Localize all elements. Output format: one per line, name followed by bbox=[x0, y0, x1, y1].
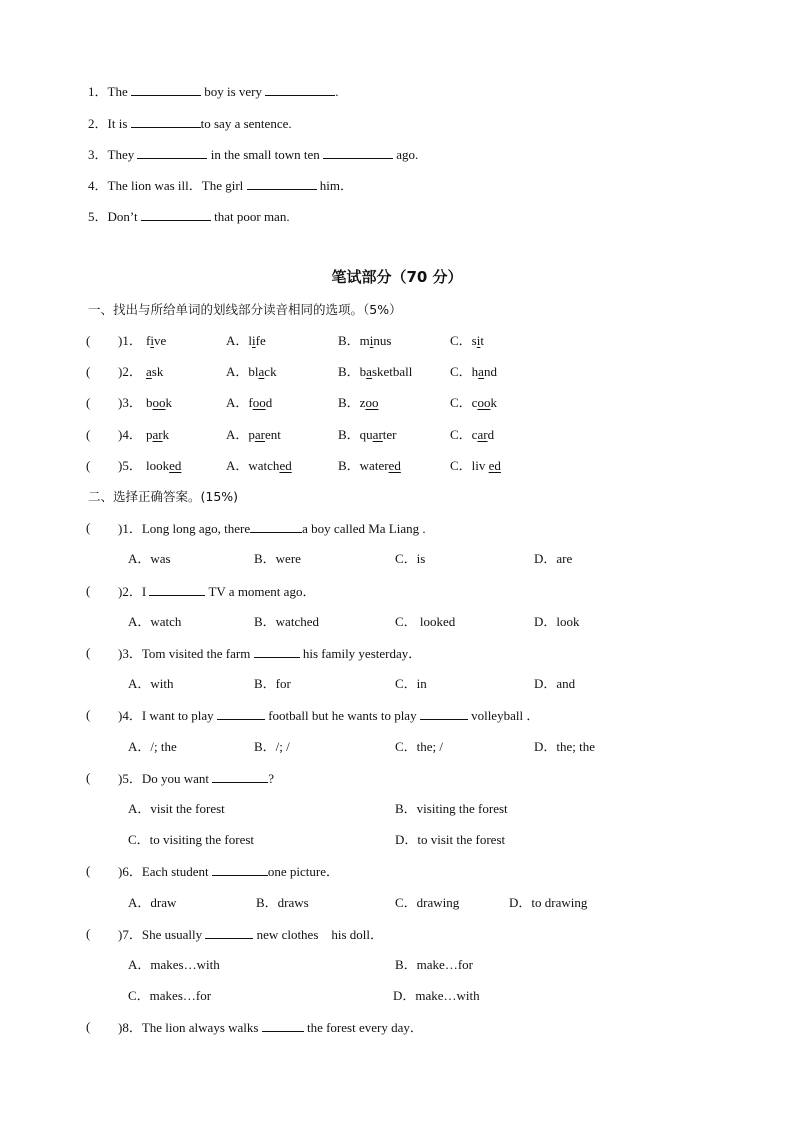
option-c[interactable]: C．to visiting the forest bbox=[128, 832, 255, 847]
answer-blank[interactable] bbox=[131, 113, 201, 128]
option-a[interactable]: A．was bbox=[128, 551, 171, 566]
option-b[interactable]: B．draws bbox=[256, 895, 309, 910]
option-b[interactable]: B．make…for bbox=[395, 957, 473, 972]
option-c[interactable]: C．card bbox=[450, 427, 495, 442]
option-c[interactable]: C．makes…for bbox=[128, 988, 212, 1003]
answer-blank[interactable] bbox=[141, 206, 211, 221]
answer-blank[interactable] bbox=[420, 705, 468, 720]
option-a[interactable]: A．watch bbox=[128, 614, 182, 629]
option-b[interactable]: B．were bbox=[254, 551, 301, 566]
option-c[interactable]: C． looked bbox=[395, 614, 456, 629]
fill-sentence-4: 4．The lion was ill．The girl him． bbox=[88, 175, 353, 195]
fill-sentence-3: 3．They in the small town ten ago. bbox=[88, 144, 418, 164]
given-word: book bbox=[146, 395, 172, 410]
option-b[interactable]: B．/; / bbox=[254, 739, 290, 754]
option-d[interactable]: D．to drawing bbox=[509, 895, 588, 910]
option-a[interactable]: A．food bbox=[226, 395, 273, 410]
option-a[interactable]: A．black bbox=[226, 364, 277, 379]
option-a[interactable]: A．watched bbox=[226, 458, 292, 473]
option-b[interactable]: B．minus bbox=[338, 333, 392, 348]
answer-blank[interactable] bbox=[262, 1017, 304, 1032]
option-c[interactable]: C．sit bbox=[450, 333, 484, 348]
answer-blank[interactable] bbox=[131, 81, 201, 96]
worksheet-page: 1．The boy is very . 2．It is to say a sentence. 3．They in the small town ten ago. 4．The lion was ill．The girl him． 5．Don’t that poor man. 笔试部分（70 分） 一、找出与所给单词的划线部分读音相同的选项。（5%） ( )1． five A．life B．minus C．sit ( )2． ask A．black B．basketball C．hand ( )3． book A．food B．zoo C．cook ( )4． park A．parent B．quarter C．card ( )5． looked A．watched B．watered C．liv ed 二、选择正确答案。(15%) ( )1．Long long ago, there a boy called Ma Liang . A．was B．were C．is D．are ( )2．I TV a moment ago． A．watch B．watched C． looked D．look ( )3．Tom visited the farm his family yesterday． A．with B．for C．in D．and ( )4．I want to play football but he wants to play volleyball ． A．/; the B．/; / C．the; / D．the; the ( )5．Do you want ? A．visit the forest B．visiting the forest C．to visiting the forest D．to visit the forest ( )6．Each student one picture． A．draw B．draws C．drawing D．to drawing ( )7．She usually new clothes his doll． A．makes…with B．make…for C．makes…for D．make…with ( )8．The lion always walks the forest every day． bbox=[0, 0, 794, 1123]
option-b[interactable]: B．quarter bbox=[338, 427, 397, 442]
option-a[interactable]: A．draw bbox=[128, 895, 177, 910]
given-word: five bbox=[146, 333, 167, 348]
option-a[interactable]: A．makes…with bbox=[128, 957, 220, 972]
option-d[interactable]: D．are bbox=[534, 551, 573, 566]
option-c[interactable]: C．hand bbox=[450, 364, 497, 379]
option-b[interactable]: B．watched bbox=[254, 614, 319, 629]
option-c[interactable]: C．liv ed bbox=[450, 458, 501, 473]
option-b[interactable]: B．watered bbox=[338, 458, 401, 473]
option-b[interactable]: B．visiting the forest bbox=[395, 801, 508, 816]
option-b[interactable]: B．zoo bbox=[338, 395, 379, 410]
fill-sentence-5: 5．Don’t that poor man. bbox=[88, 206, 290, 226]
option-a[interactable]: A．parent bbox=[226, 427, 281, 442]
option-c[interactable]: C．is bbox=[395, 551, 426, 566]
answer-blank[interactable] bbox=[254, 643, 300, 658]
answer-blank[interactable] bbox=[265, 81, 335, 96]
option-a[interactable]: A．visit the forest bbox=[128, 801, 225, 816]
answer-blank[interactable] bbox=[250, 518, 302, 533]
answer-blank[interactable] bbox=[205, 924, 253, 939]
option-c[interactable]: C．in bbox=[395, 676, 427, 691]
option-a[interactable]: A．life bbox=[226, 333, 266, 348]
answer-blank[interactable] bbox=[247, 175, 317, 190]
option-d[interactable]: D．make…with bbox=[393, 988, 480, 1003]
answer-blank[interactable] bbox=[217, 705, 265, 720]
fill-sentence-2: 2．It is to say a sentence. bbox=[88, 113, 292, 133]
fill-sentence-1: 1．The boy is very . bbox=[88, 81, 339, 101]
answer-blank[interactable] bbox=[137, 144, 207, 159]
section1-heading: 一、找出与所给单词的划线部分读音相同的选项。（5%） bbox=[88, 302, 402, 317]
option-d[interactable]: D．to visit the forest bbox=[395, 832, 506, 847]
answer-blank[interactable] bbox=[212, 768, 268, 783]
option-b[interactable]: B．for bbox=[254, 676, 291, 691]
option-a[interactable]: A．with bbox=[128, 676, 174, 691]
option-d[interactable]: D．look bbox=[534, 614, 580, 629]
option-c[interactable]: C．drawing bbox=[395, 895, 460, 910]
option-c[interactable]: C．the; / bbox=[395, 739, 444, 754]
given-word: park bbox=[146, 427, 170, 442]
option-c[interactable]: C．cook bbox=[450, 395, 497, 410]
answer-blank[interactable] bbox=[212, 861, 268, 876]
option-b[interactable]: B．basketball bbox=[338, 364, 413, 379]
section2-heading: 二、选择正确答案。(15%) bbox=[88, 489, 239, 504]
answer-blank[interactable] bbox=[323, 144, 393, 159]
written-part-title: 笔试部分（70 分） bbox=[331, 268, 463, 286]
given-word: looked bbox=[146, 458, 182, 473]
answer-blank[interactable] bbox=[149, 581, 205, 596]
option-a[interactable]: A．/; the bbox=[128, 739, 177, 754]
option-d[interactable]: D．the; the bbox=[534, 739, 596, 754]
option-d[interactable]: D．and bbox=[534, 676, 576, 691]
given-word: ask bbox=[146, 364, 164, 379]
